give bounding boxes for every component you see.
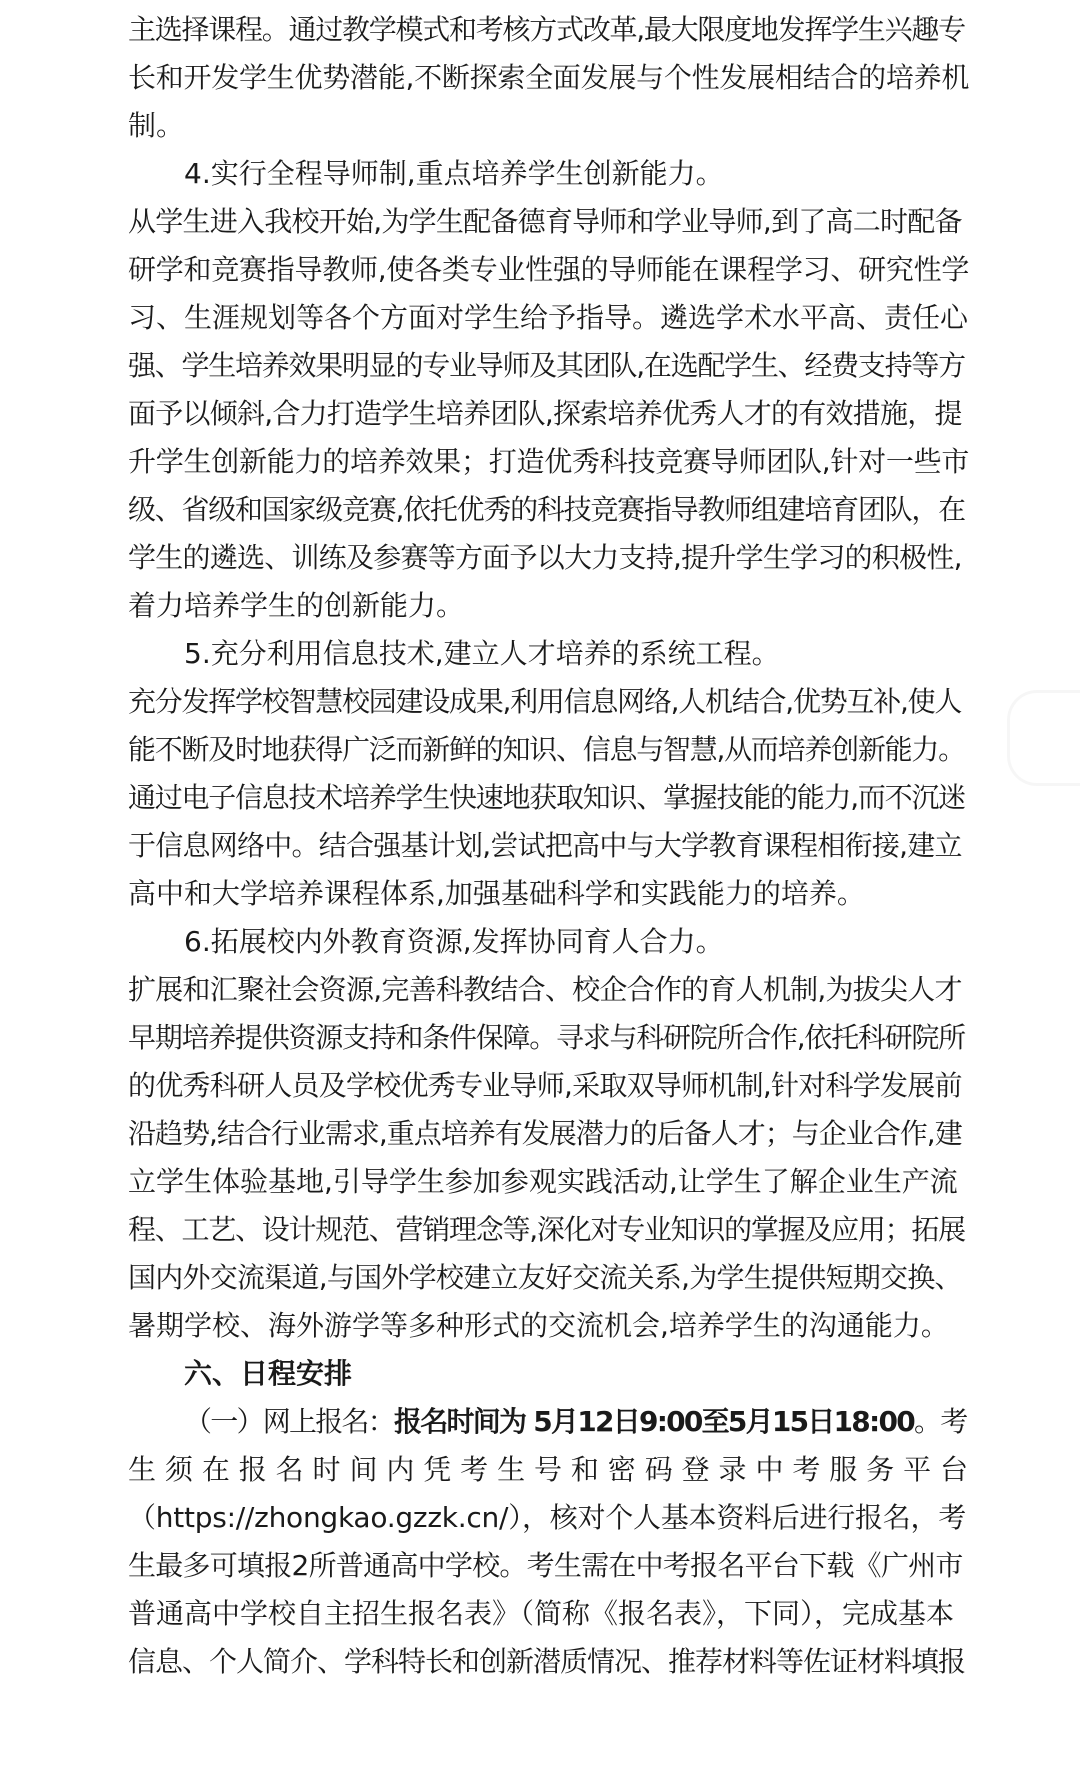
paragraph-line: 主选择课程。通过教学模式和考核方式改革,最大限度地发挥学生兴趣专 xyxy=(128,13,965,46)
paragraph-line: 学生的遴选、训练及参赛等方面予以大力支持,提升学生学习的积极性, xyxy=(128,541,962,574)
paragraph-line: 着力培养学生的创新能力。 xyxy=(128,589,465,622)
edge-tab-mark xyxy=(1007,690,1080,786)
paragraph-line: 于信息网络中。结合强基计划,尝试把高中与大学教育课程相衔接,建立 xyxy=(128,829,962,862)
item-heading-4: 4.实行全程导师制,重点培养学生创新能力。 xyxy=(184,157,724,190)
section-heading: 六、日程安排 xyxy=(184,1357,353,1390)
paragraph-line: 通过电子信息技术培养学生快速地获取知识、掌握技能的能力,而不沉迷 xyxy=(128,781,965,814)
registration-suffix: 。考 xyxy=(913,1405,967,1438)
paragraph-line: 习、生涯规划等各个方面对学生给予指导。遴选学术水平高、责任心 xyxy=(128,301,969,334)
paragraph-line: 生最多可填报2所普通高中学校。考生需在中考报名平台下载《广州市 xyxy=(128,1549,963,1582)
paragraph-line: 强、学生培养效果明显的专业导师及其团队,在选配学生、经费支持等方 xyxy=(128,349,965,382)
paragraph-line: 普通高中学校自主招生报名表》（简称《报名表》，下同），完成基本 xyxy=(128,1597,955,1630)
paragraph-line: 立学生体验基地,引导学生参加参观实践活动,让学生了解企业生产流 xyxy=(128,1165,958,1198)
registration-time: 报名时间为 5月12日9:00至5月15日18:00 xyxy=(394,1405,914,1438)
paragraph-line: 级、省级和国家级竞赛,依托优秀的科技竞赛指导教师组建培育团队，在 xyxy=(128,493,965,526)
paragraph-line: 的优秀科研人员及学校优秀专业导师,采取双导师机制,针对科学发展前 xyxy=(128,1069,962,1102)
registration-prefix: （一）网上报名： xyxy=(184,1405,395,1438)
item-heading-6: 6.拓展校内外教育资源,发挥协同育人合力。 xyxy=(184,925,724,958)
document-page xyxy=(128,6,968,1686)
paragraph-line: 信息、个人简介、学科特长和创新潜质情况、推荐材料等佐证材料填报 xyxy=(128,1645,966,1678)
paragraph-line: （https://zhongkao.gzzk.cn/），核对个人基本资料后进行报名，考 xyxy=(128,1501,966,1534)
paragraph-line: 从学生进入我校开始,为学生配备德育导师和学业导师,到了高二时配备 xyxy=(128,205,962,238)
paragraph-line: 程、工艺、设计规范、营销理念等,深化对专业知识的掌握及应用；拓展 xyxy=(128,1213,965,1246)
paragraph-line: 高中和大学培养课程体系,加强基础科学和实践能力的培养。 xyxy=(128,877,865,910)
paragraph-line: 沿趋势,结合行业需求,重点培养有发展潜力的后备人才；与企业合作,建 xyxy=(128,1117,962,1150)
paragraph-line: 能不断及时地获得广泛而新鲜的知识、信息与智慧,从而培养创新能力。 xyxy=(128,733,965,766)
paragraph-line: 生须在报名时间内凭考生号和密码登录中考服务平台 xyxy=(128,1453,968,1486)
paragraph-line: 国内外交流渠道,与国外学校建立友好交流关系,为学生提供短期交换、 xyxy=(128,1261,962,1294)
paragraph-line: 制。 xyxy=(128,109,185,142)
registration-line xyxy=(128,1398,968,1446)
paragraph-line: 面予以倾斜,合力打造学生培养团队,探索培养优秀人才的有效措施，提 xyxy=(128,397,962,430)
paragraph-line: 早期培养提供资源支持和条件保障。寻求与科研院所合作,依托科研院所 xyxy=(128,1021,965,1054)
paragraph-line: 研学和竞赛指导教师,使各类专业性强的导师能在课程学习、研究性学 xyxy=(128,253,970,286)
paragraph-line: 升学生创新能力的培养效果；打造优秀科技竞赛导师团队,针对一些市 xyxy=(128,445,970,478)
paragraph-line: 充分发挥学校智慧校园建设成果,利用信息网络,人机结合,优势互补,使人 xyxy=(128,685,962,718)
paragraph-line: 扩展和汇聚社会资源,完善科教结合、校企合作的育人机制,为拔尖人才 xyxy=(128,973,962,1006)
paragraph-line: 暑期学校、海外游学等多种形式的交流机会,培养学生的沟通能力。 xyxy=(128,1309,949,1342)
item-heading-5: 5.充分利用信息技术,建立人才培养的系统工程。 xyxy=(184,637,780,670)
paragraph-line: 长和开发学生优势潜能,不断探索全面发展与个性发展相结合的培养机 xyxy=(128,61,970,94)
